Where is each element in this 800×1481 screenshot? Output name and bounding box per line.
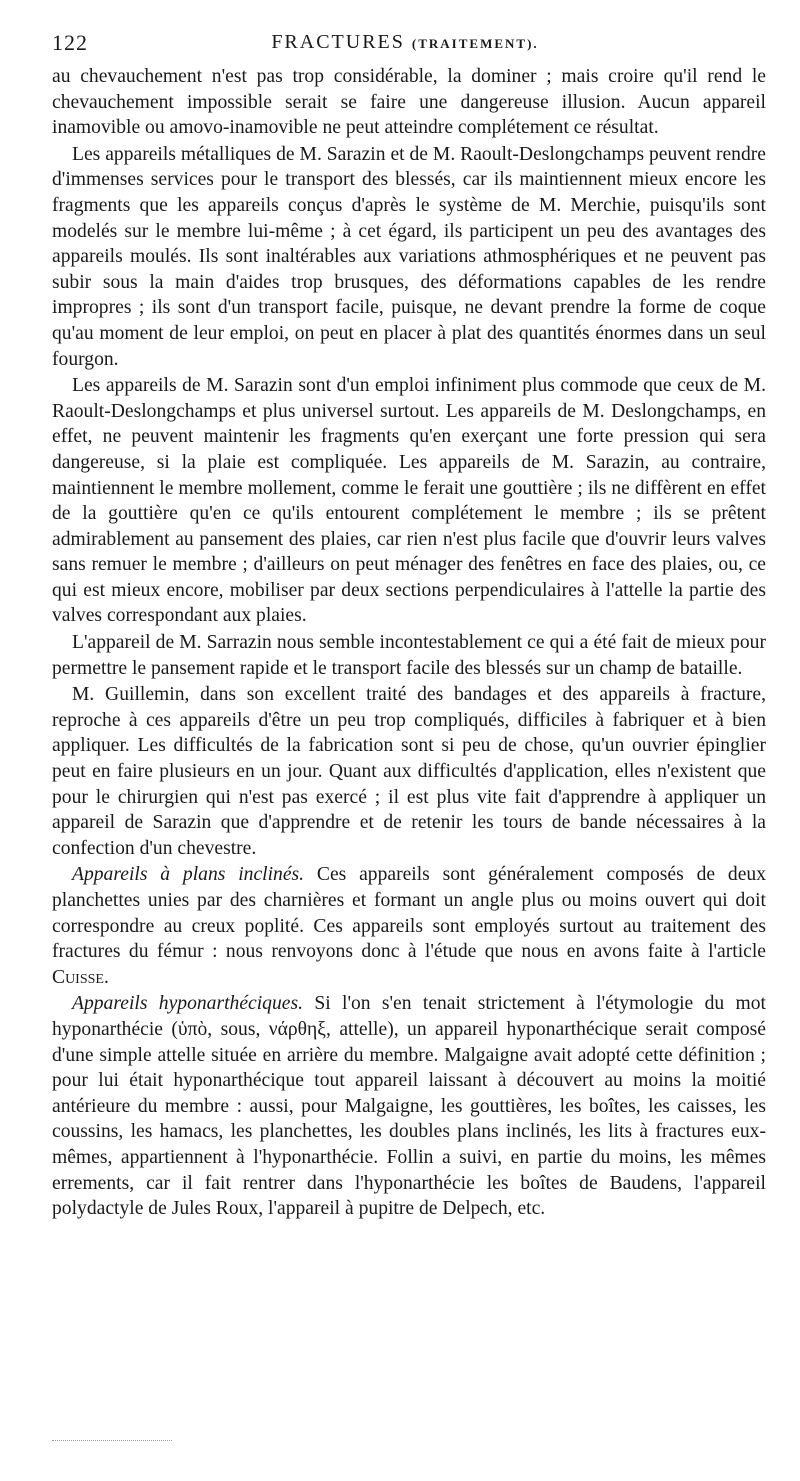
paragraph-text: Les appareils métalliques de M. Sarazin et de M. Raoult-Deslongchamps peuvent rendre d'immenses services pour le transport des blessés, car ils maintiennent mieux encore les fragments que les appareils conçus d'après le système de M. Merchie, puisqu'ils sont modelés sur le membre lui-même ; à cet égard, ils participent un peu des avantages des appareils moulés. Ils sont inaltérables aux variations athmosphériques et ne peuvent pas subir sous la main d'aides trop brusques, des déformations capables de les rendre impropres ; ils sont d'un transport facile, puisque, ne devant prendre la forme de coque qu'au moment de leur emploi, on peut en placer à plat des quantités énormes dans un seul fourgon. [52,143,766,370]
section-lead-hyponartheciques: Appareils hyponarthéciques. [72,993,303,1015]
paragraph-sarazin-comparison [52,373,766,629]
paragraph-text: Ces appareils sont généralement composés de deux planchettes unies par des charnières et formant un angle plus ou moins ouvert qui doit correspondre au creux poplité. Ces appareils sont employés surtout au traitement des fractures du fémur : nous renvoyons donc à l'étude que nous en avons faite à l'article [52,864,766,963]
page-edge-marks [52,1440,172,1441]
paragraph-text: au chevauchement n'est pas trop considérable, la dominer ; mais croire qu'il rend le chevauchement impossible serait se faire une dangereuse illusion. Aucun appareil inamovible ou amovo-inamovible ne peut atteindre complétement ce résultat. [52,66,766,139]
page-number: 122 [52,30,88,55]
article-reference: Cuisse [52,966,104,988]
paragraph-text: L'appareil de M. Sarrazin nous semble incontestablement ce qui a été fait de mieux pour permettre le pansement rapide et le transport facile des blessés sur un champ de bataille. [52,632,766,679]
paragraph-sarrazin-verdict [52,630,766,681]
paragraph-plans-inclines [52,862,766,990]
section-lead-plans-inclines: Appareils à plans inclinés. [72,864,305,886]
paragraph-guillemin [52,682,766,861]
paragraph-hyponartheciques [52,991,766,1221]
paragraph-continuation [52,64,766,141]
running-title [52,31,758,54]
page-header [52,30,758,64]
paragraph-text: Si l'on s'en tenait strictement à l'étymologie du mot hyponarthécie (ὑπὸ, sous, νάρθηξ, attelle), un appareil hyponarthécique serait composé d'une simple attelle située en arrière du membre. Malgaigne avait adopté cette définition ; pour lui était hyponarthécique tout appareil laissant à découvert au moins la moitié antérieure du membre : aussi, pour Malgaigne, les gouttières, les boîtes, les caisses, les coussins, les hamacs, les planchettes, les doubles plans inclinés, les lits à fractures eux-mêmes, appartiennent à l'hyponarthécie. Follin a suivi, en partie du moins, les mêmes errements, car il fait rentrer dans l'hyponarthécie les boîtes de Baudens, l'appareil polydactyle de Jules Roux, l'appareil à pupitre de Delpech, etc. [52,993,766,1220]
paragraph-text: Les appareils de M. Sarazin sont d'un emploi infiniment plus commode que ceux de M. Raoult-Deslongchamps et plus universel surtout. Les appareils de M. Deslongchamps, en effet, ne peuvent maintenir les fragments qu'en exerçant une forte pression qui sera dangereuse, si la plaie est compliquée. Les appareils de M. Sarazin, au contraire, maintiennent le membre mollement, comme le ferait une gouttière ; ils ne diffèrent en effet de la gouttière qu'en ce qu'ils entourent complétement le membre ; ils se prêtent admirablement au pansement des plaies, car rien n'est plus facile que d'ouvrir leurs valves sans remuer le membre ; d'ailleurs on peut ménager des fenêtres en face des plaies, ou, ce qui est mieux encore, mobiliser par deux sections perpendiculaires à l'attelle la partie des valves correspondant aux plaies. [52,375,766,627]
running-title-main: FRACTURES [271,31,405,53]
body-text [52,64,766,1222]
running-title-subtitle: (TRAITEMENT). [411,36,539,51]
paragraph-tail: . [103,966,109,988]
paragraph-sarazin-deslongchamps [52,142,766,372]
paragraph-text: M. Guillemin, dans son excellent traité des bandages et des appareils à fracture, reproche à ces appareils d'être un peu trop compliqués, difficiles à fabriquer et à bien appliquer. Les difficultés de la fabrication sont si peu de chose, qu'un ouvrier épinglier peut en faire plusieurs en un jour. Quant aux difficultés d'application, elles n'existent que pour le chirurgien qui n'est pas exercé ; il est plus vite fait d'apprendre à appliquer un appareil de Sarazin que d'apprendre et de retenir les tours de bande nécessaires à la confection d'un chevestre. [52,684,766,859]
